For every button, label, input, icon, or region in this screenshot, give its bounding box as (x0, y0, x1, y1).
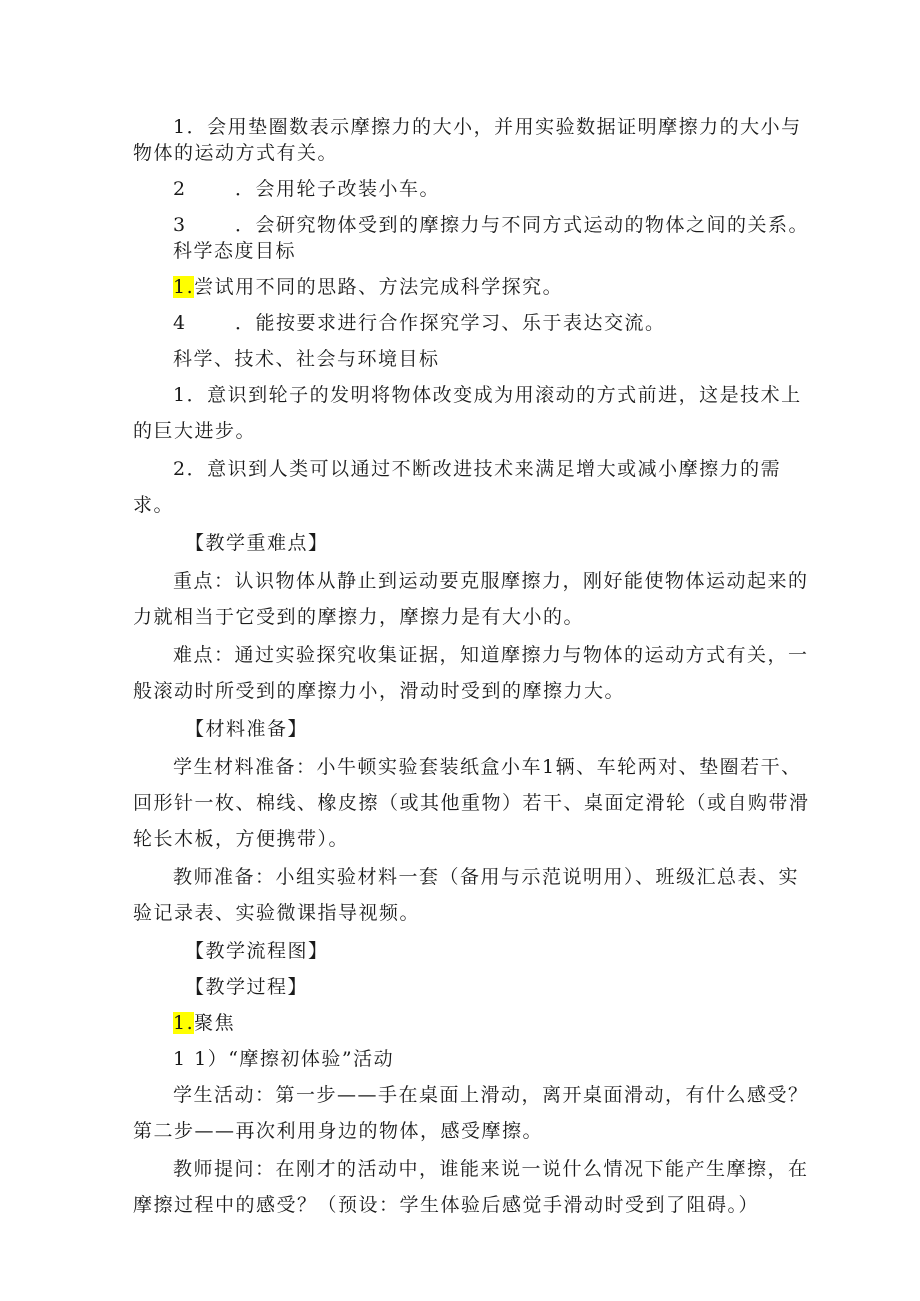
student-activity-line1: 学生活动：第一步——手在桌面上滑动，离开桌面滑动，有什么感受？ (173, 1084, 809, 1106)
sts-goal-2-line2: 求。 (133, 494, 175, 516)
focus-number: 1. (173, 1012, 195, 1034)
knowledge-goal-3 (133, 212, 810, 238)
student-materials-line3: 轮长木板，方便携带）。 (133, 828, 350, 850)
knowledge-goal-2-text: ．会用轮子改装小车。 (235, 178, 441, 200)
teacher-materials-line1: 教师准备：小组实验材料一套（备用与示范说明用）、班级汇总表、实 (173, 866, 800, 888)
sts-goals-heading: 科学、技术、社会与环境目标 (173, 348, 440, 370)
materials-heading: 【材料准备】 (185, 718, 309, 740)
key-difficult-heading: 【教学重难点】 (185, 532, 329, 554)
teacher-question-line2: 摩擦过程中的感受？（预设：学生体验后感觉手滑动时受到了阻碍。） (133, 1194, 760, 1216)
attitude-goal-1-number: 1. (173, 276, 195, 298)
student-materials-line2: 回形针一枚、棉线、橡皮擦（或其他重物）若干、桌面定滑轮（或自购带滑 (133, 792, 810, 814)
process-heading: 【教学过程】 (185, 976, 309, 998)
attitude-goals-heading: 科学态度目标 (173, 240, 297, 262)
teacher-question-line1: 教师提问：在刚才的活动中，谁能来说一说什么情况下能产生摩擦，在 (173, 1158, 809, 1180)
flowchart-heading: 【教学流程图】 (185, 940, 329, 962)
key-point-line1: 重点：认识物体从静止到运动要克服摩擦力，刚好能使物体运动起来的 (173, 570, 809, 592)
knowledge-goal-3-number: 3 (173, 214, 187, 236)
student-materials-line1: 学生材料准备：小牛顿实验套装纸盒小车1辆、车轮两对、垫圈若干、 (173, 756, 802, 778)
focus-section (133, 1010, 793, 1036)
teacher-materials-line2: 验记录表、实验微课指导视频。 (133, 902, 421, 924)
sts-goal-1-line1: 1．意识到轮子的发明将物体改变成为用滚动的方式前进，这是技术上 (173, 384, 802, 406)
difficult-point-line1: 难点：通过实验探究收集证据，知道摩擦力与物体的运动方式有关，一 (173, 644, 809, 666)
student-activity-line2: 第二步——再次利用身边的物体，感受摩擦。 (133, 1120, 544, 1142)
knowledge-goal-1-line1: 1．会用垫圈数表示摩擦力的大小，并用实验数据证明摩擦力的大小与 (173, 116, 802, 138)
sts-goal-2-line1: 2．意识到人类可以通过不断改进技术来满足增大或减小摩擦力的需 (173, 458, 782, 480)
knowledge-goal-1-line2: 物体的运动方式有关。 (133, 142, 339, 164)
attitude-goal-2-number: 4 (173, 312, 187, 334)
attitude-goal-1 (133, 274, 793, 300)
sts-goal-1-line2: 的巨大进步。 (133, 420, 257, 442)
difficult-point-line2: 般滚动时所受到的摩擦力小，滑动时受到的摩擦力大。 (133, 680, 626, 702)
knowledge-goal-2-number: 2 (173, 178, 187, 200)
knowledge-goal-3-text: ．会研究物体受到的摩擦力与不同方式运动的物体之间的关系。 (235, 214, 810, 236)
attitude-goal-1-text: 尝试用不同的思路、方法完成科学探究。 (194, 276, 564, 298)
focus-text: 聚焦 (194, 1012, 236, 1034)
knowledge-goal-2 (133, 176, 793, 202)
attitude-goal-2-text: ．能按要求进行合作探究学习、乐于表达交流。 (235, 312, 666, 334)
activity-title: 1 1）“摩擦初体验”活动 (173, 1048, 395, 1070)
key-point-line2: 力就相当于它受到的摩擦力，摩擦力是有大小的。 (133, 606, 585, 628)
attitude-goal-2 (133, 310, 793, 336)
document-body (133, 114, 810, 1218)
